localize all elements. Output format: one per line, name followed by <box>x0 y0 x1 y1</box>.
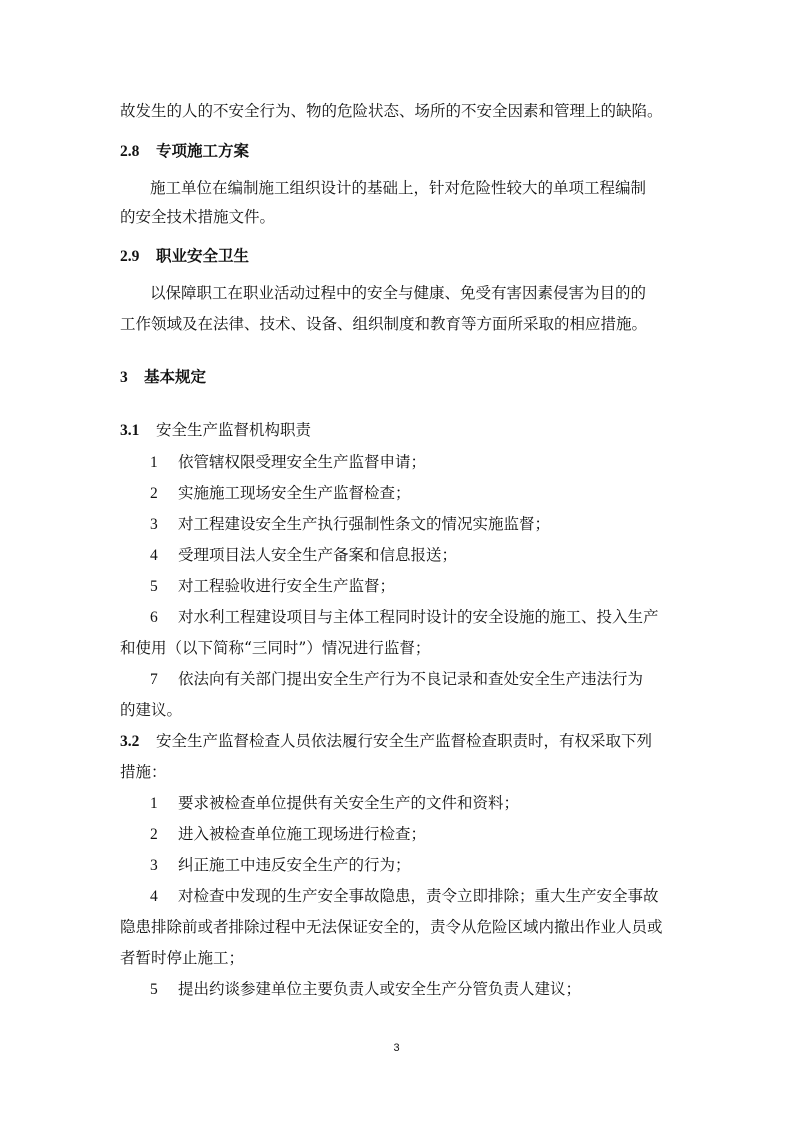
text: 的安全技术措施文件。 <box>120 208 276 226</box>
paragraph-line <box>120 314 680 334</box>
section-number: 2.9 <box>120 248 140 265</box>
item-number: 5 <box>150 578 158 595</box>
page-number: 3 <box>393 1042 400 1054</box>
item-number: 3 <box>150 516 158 533</box>
item-text: 进入被检查单位施工现场进行检查； <box>178 825 427 843</box>
paragraph-line <box>120 762 680 782</box>
item-text: 对检查中发现的生产安全事故隐患，责令立即排除；重大生产安全事故 <box>178 887 659 905</box>
list-item-continuation <box>120 638 680 658</box>
clause-number: 3.2 <box>120 733 140 750</box>
item-number: 4 <box>150 547 158 564</box>
item-text: 者暂时停止施工； <box>120 949 245 967</box>
paragraph-line <box>120 207 680 227</box>
paragraph-line <box>150 178 710 198</box>
list-item <box>150 669 710 690</box>
chapter-title: 基本规定 <box>144 367 207 386</box>
section-title: 专项施工方案 <box>156 141 250 160</box>
item-text: 实施施工现场安全生产监督检查； <box>178 484 411 502</box>
clause-number: 3.1 <box>120 422 140 439</box>
list-item <box>150 452 710 473</box>
list-item-continuation <box>120 700 680 720</box>
list-item-continuation <box>120 948 680 968</box>
section-heading-2-8 <box>120 141 680 162</box>
list-item <box>150 483 710 504</box>
item-text: 对水利工程建设项目与主体工程同时设计的安全设施的施工、投入生产 <box>178 608 659 626</box>
item-text: 依法向有关部门提出安全生产行为不良记录和查处安全生产违法行为 <box>178 670 644 688</box>
paragraph-line <box>150 283 710 303</box>
item-number: 5 <box>150 981 158 998</box>
text: 施工单位在编制施工组织设计的基础上，针对危险性较大的单项工程编制 <box>150 179 647 197</box>
item-number: 3 <box>150 857 158 874</box>
item-text: 和使用（以下简称“三同时”）情况进行监督； <box>120 639 431 657</box>
item-text: 对工程建设安全生产执行强制性条文的情况实施监督； <box>178 515 551 533</box>
item-number: 7 <box>150 671 158 688</box>
item-text: 受理项目法人安全生产备案和信息报送； <box>178 546 458 564</box>
list-item <box>150 793 710 814</box>
list-item <box>150 607 710 628</box>
list-item <box>150 545 710 566</box>
item-text: 纠正施工中违反安全生产的行为； <box>178 856 411 874</box>
item-text: 对工程验收进行安全生产监督； <box>178 577 396 595</box>
text: 以保障职工在职业活动过程中的安全与健康、免受有害因素侵害为目的的 <box>150 284 647 302</box>
item-text: 依管辖权限受理安全生产监督申请； <box>178 453 427 471</box>
section-title: 职业安全卫生 <box>156 246 250 265</box>
item-number: 6 <box>150 609 158 626</box>
text: 故发生的人的不安全行为、物的危险状态、场所的不安全因素和管理上的缺陷。 <box>120 102 663 120</box>
section-heading-2-9 <box>120 246 680 267</box>
item-number: 1 <box>150 795 158 812</box>
item-number: 4 <box>150 888 158 905</box>
list-item <box>150 855 710 876</box>
item-text: 隐患排除前或者排除过程中无法保证安全的，责令从危险区域内撤出作业人员或 <box>120 918 663 936</box>
list-item <box>150 514 710 535</box>
chapter-heading-3 <box>120 367 680 388</box>
item-text: 要求被检查单位提供有关安全生产的文件和资料； <box>178 794 520 812</box>
list-item <box>150 979 710 1000</box>
list-item <box>150 886 710 907</box>
item-number: 1 <box>150 454 158 471</box>
list-item <box>150 824 710 845</box>
clause-text: 安全生产监督检查人员依法履行安全生产监督检查职责时，有权采取下列 <box>156 732 653 750</box>
clause-title: 安全生产监督机构职责 <box>156 421 312 439</box>
clause-3-1 <box>120 420 680 441</box>
chapter-number: 3 <box>120 369 128 386</box>
item-text: 提出约谈参建单位主要负责人或安全生产分管负责人建议； <box>178 980 582 998</box>
item-text: 的建议。 <box>120 701 183 719</box>
clause-3-2 <box>120 731 680 752</box>
paragraph-line <box>120 101 680 121</box>
list-item-continuation <box>120 917 680 937</box>
text: 工作领域及在法律、技术、设备、组织制度和教育等方面所采取的相应措施。 <box>120 315 648 333</box>
item-number: 2 <box>150 485 158 502</box>
section-number: 2.8 <box>120 143 140 160</box>
list-item <box>150 576 710 597</box>
text: 措施： <box>120 763 167 781</box>
item-number: 2 <box>150 826 158 843</box>
